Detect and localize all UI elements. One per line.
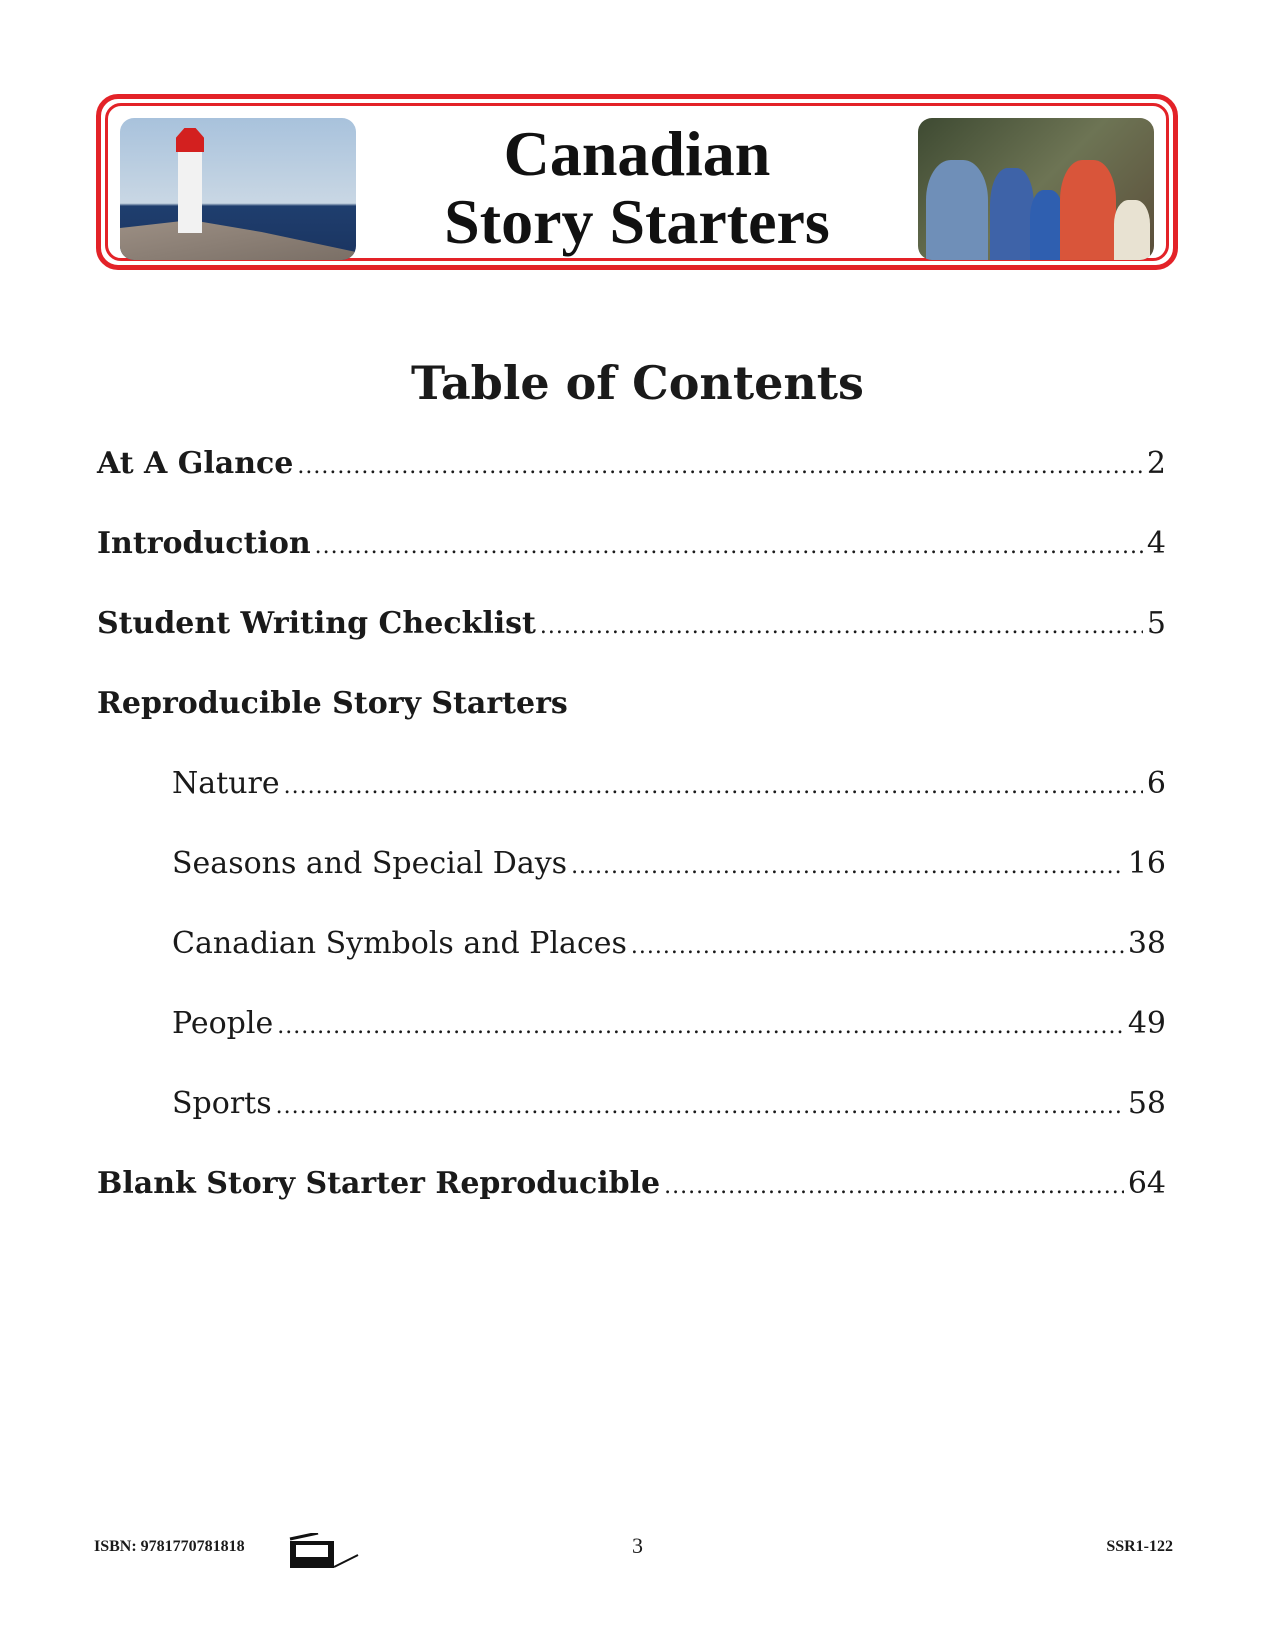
toc-entry-seasons[interactable]	[172, 846, 1166, 881]
entry-page: 2	[1146, 446, 1166, 481]
toc-entry-introduction[interactable]	[97, 526, 1166, 561]
product-code: SSR1-122	[1106, 1538, 1173, 1555]
entry-page: 38	[1127, 926, 1166, 961]
banner-inner-border	[105, 103, 1169, 261]
leader-dots	[277, 1014, 1124, 1039]
title-line-2: Story Starters	[444, 186, 830, 257]
leader-dots	[571, 854, 1124, 879]
toc-entry-checklist[interactable]	[97, 606, 1166, 641]
toc-entry-symbols-places[interactable]	[172, 926, 1166, 961]
section-label: Reproducible Story Starters	[97, 686, 568, 721]
leader-dots	[631, 934, 1124, 959]
family-campfire-photo	[918, 118, 1154, 260]
leader-dots	[297, 454, 1143, 479]
toc-entry-nature[interactable]	[172, 766, 1166, 801]
toc-entry-people[interactable]	[172, 1006, 1166, 1041]
toc-entry-blank-reproducible[interactable]	[97, 1166, 1166, 1201]
toc-title: Table of Contents	[411, 356, 864, 410]
entry-label: Introduction	[97, 526, 311, 561]
entry-page: 49	[1127, 1006, 1166, 1041]
entry-label: At A Glance	[97, 446, 294, 481]
title-banner	[96, 94, 1178, 270]
entry-page: 6	[1146, 766, 1166, 801]
page-number: 3	[632, 1533, 643, 1558]
leader-dots	[315, 534, 1143, 559]
toc-entry-sports[interactable]	[172, 1086, 1166, 1121]
entry-label: Canadian Symbols and Places	[172, 926, 627, 961]
entry-page: 16	[1127, 846, 1166, 881]
entry-page: 58	[1127, 1086, 1166, 1121]
entry-label: Nature	[172, 766, 280, 801]
leader-dots	[540, 614, 1143, 639]
toc-section-reproducible-story-starters	[97, 686, 1166, 721]
entry-page: 4	[1146, 526, 1166, 561]
title-line-1: Canadian	[503, 118, 771, 189]
entry-label: Sports	[172, 1086, 272, 1121]
entry-label: People	[172, 1006, 274, 1041]
toc-entry-at-a-glance[interactable]	[97, 446, 1166, 481]
leader-dots	[664, 1174, 1124, 1199]
leader-dots	[276, 1094, 1124, 1119]
leader-dots	[284, 774, 1143, 799]
entry-page: 64	[1127, 1166, 1166, 1201]
entry-page: 5	[1146, 606, 1166, 641]
entry-label: Blank Story Starter Reproducible	[97, 1166, 661, 1201]
entry-label: Student Writing Checklist	[97, 606, 536, 641]
entry-label: Seasons and Special Days	[172, 846, 568, 881]
isbn: ISBN: 9781770781818	[94, 1538, 245, 1555]
